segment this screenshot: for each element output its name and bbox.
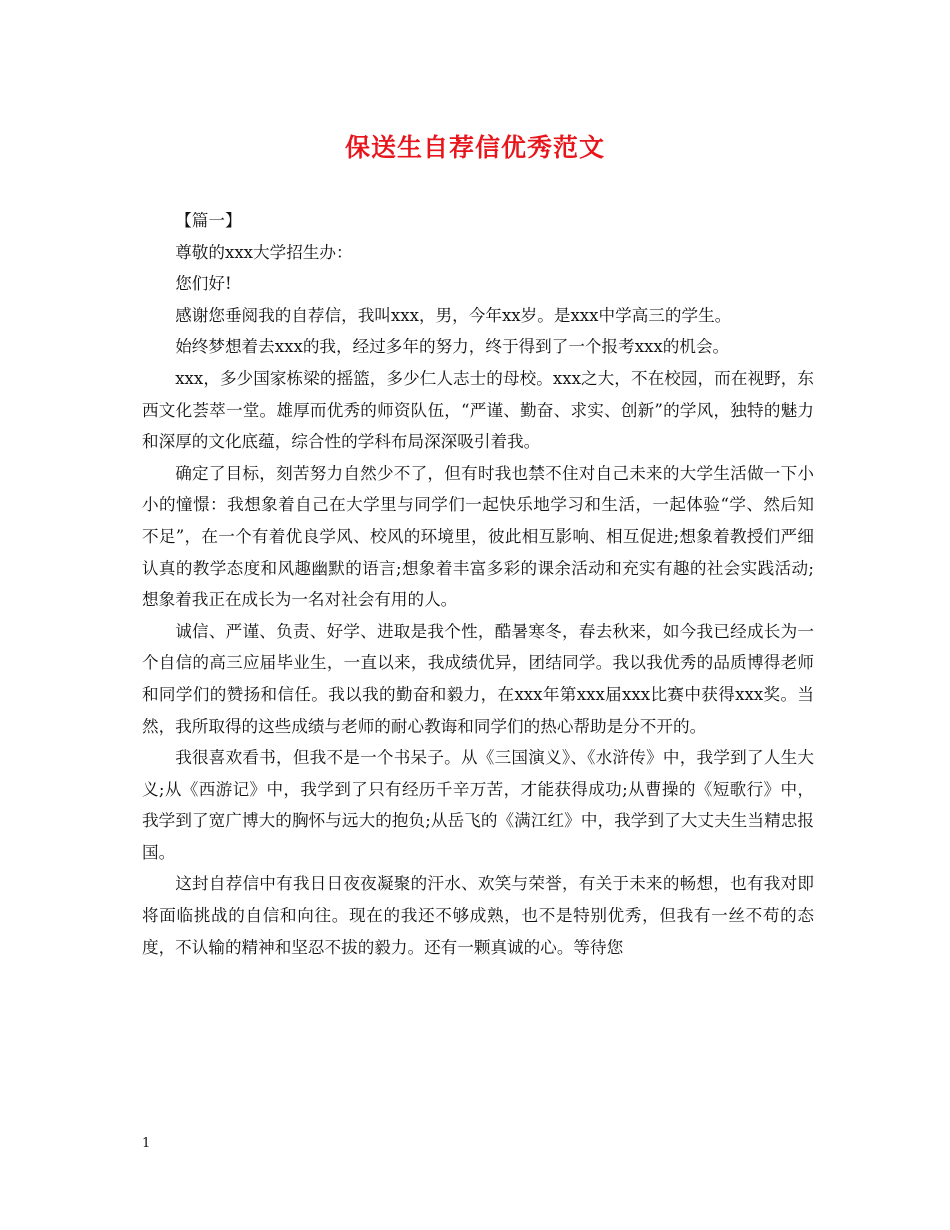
paragraph-character: 诚信、严谨、负责、好学、进取是我个性，酷暑寒冬，春去秋来，如今我已经成长为一个自信的高三应届毕业生，一直以来，我成绩优异，团结同学。我以我优秀的品质博得老师和同学们的赞扬和信任。我以我的勤奋和毅力，在xxx年第xxx届xxx比赛中获得xxx奖。当然，我所取得的这些成绩与老师的耐心教诲和同学们的热心帮助是分不开的。 [142, 621, 814, 736]
section-heading: 【篇一】 [175, 211, 242, 230]
paragraph-goal: 确定了目标，刻苦努力自然少不了，但有时我也禁不住对自己未来的大学生活做一下小小的憧憬：我想象着自己在大学里与同学们一起快乐地学习和生活，一起体验“学、然后知不足”，在一个有着优良学风、校风的环境里，彼此相互影响、相互促进;想象着教授们严细认真的教学态度和风趣幽默的语言;想象着丰富多彩的课余活动和充实有趣的社会实践活动;想象着我正在成长为一名对社会有用的人。 [142, 463, 814, 610]
document-body [142, 205, 814, 963]
page-number: 1 [142, 1136, 151, 1151]
salutation: 尊敬的xxx大学招生办： [175, 242, 353, 262]
paragraph-dream: 始终梦想着去xxx的我，经过多年的努力，终于得到了一个报考xxx的机会。 [175, 337, 730, 357]
paragraph-closing: 这封自荐信中有我日日夜夜凝聚的汗水、欢笑与荣誉，有关于未来的畅想，也有我对即将面临挑战的自信和向往。现在的我还不够成熟，也不是特别优秀，但我有一丝不苟的态度，不认输的精神和坚忍不拔的毅力。还有一颗真诚的心。等待您 [142, 874, 814, 957]
paragraph-intro: 感谢您垂阅我的自荐信，我叫xxx，男，今年xx岁。是xxx中学高三的学生。 [175, 305, 732, 325]
greeting: 您们好! [175, 274, 232, 294]
paragraph-reading: 我很喜欢看书，但我不是一个书呆子。从《三国演义》、《水浒传》中，我学到了人生大义;从《西游记》中，我学到了只有经历千辛万苦，才能获得成功;从曹操的《短歌行》中，我学到了宽广博大的胸怀与远大的抱负;从岳飞的《满江红》中，我学到了大丈夫生当精忠报国。 [142, 748, 814, 862]
paragraph-school: xxx，多少国家栋梁的摇篮，多少仁人志士的母校。xxx之大，不在校园，而在视野，东西文化荟萃一堂。雄厚而优秀的师资队伍，“严谨、勤奋、求实、创新”的学风，独特的魅力和深厚的文化底蕴，综合性的学科布局深深吸引着我。 [142, 368, 814, 452]
document-title: 保送生自荐信优秀范文 [344, 133, 605, 162]
